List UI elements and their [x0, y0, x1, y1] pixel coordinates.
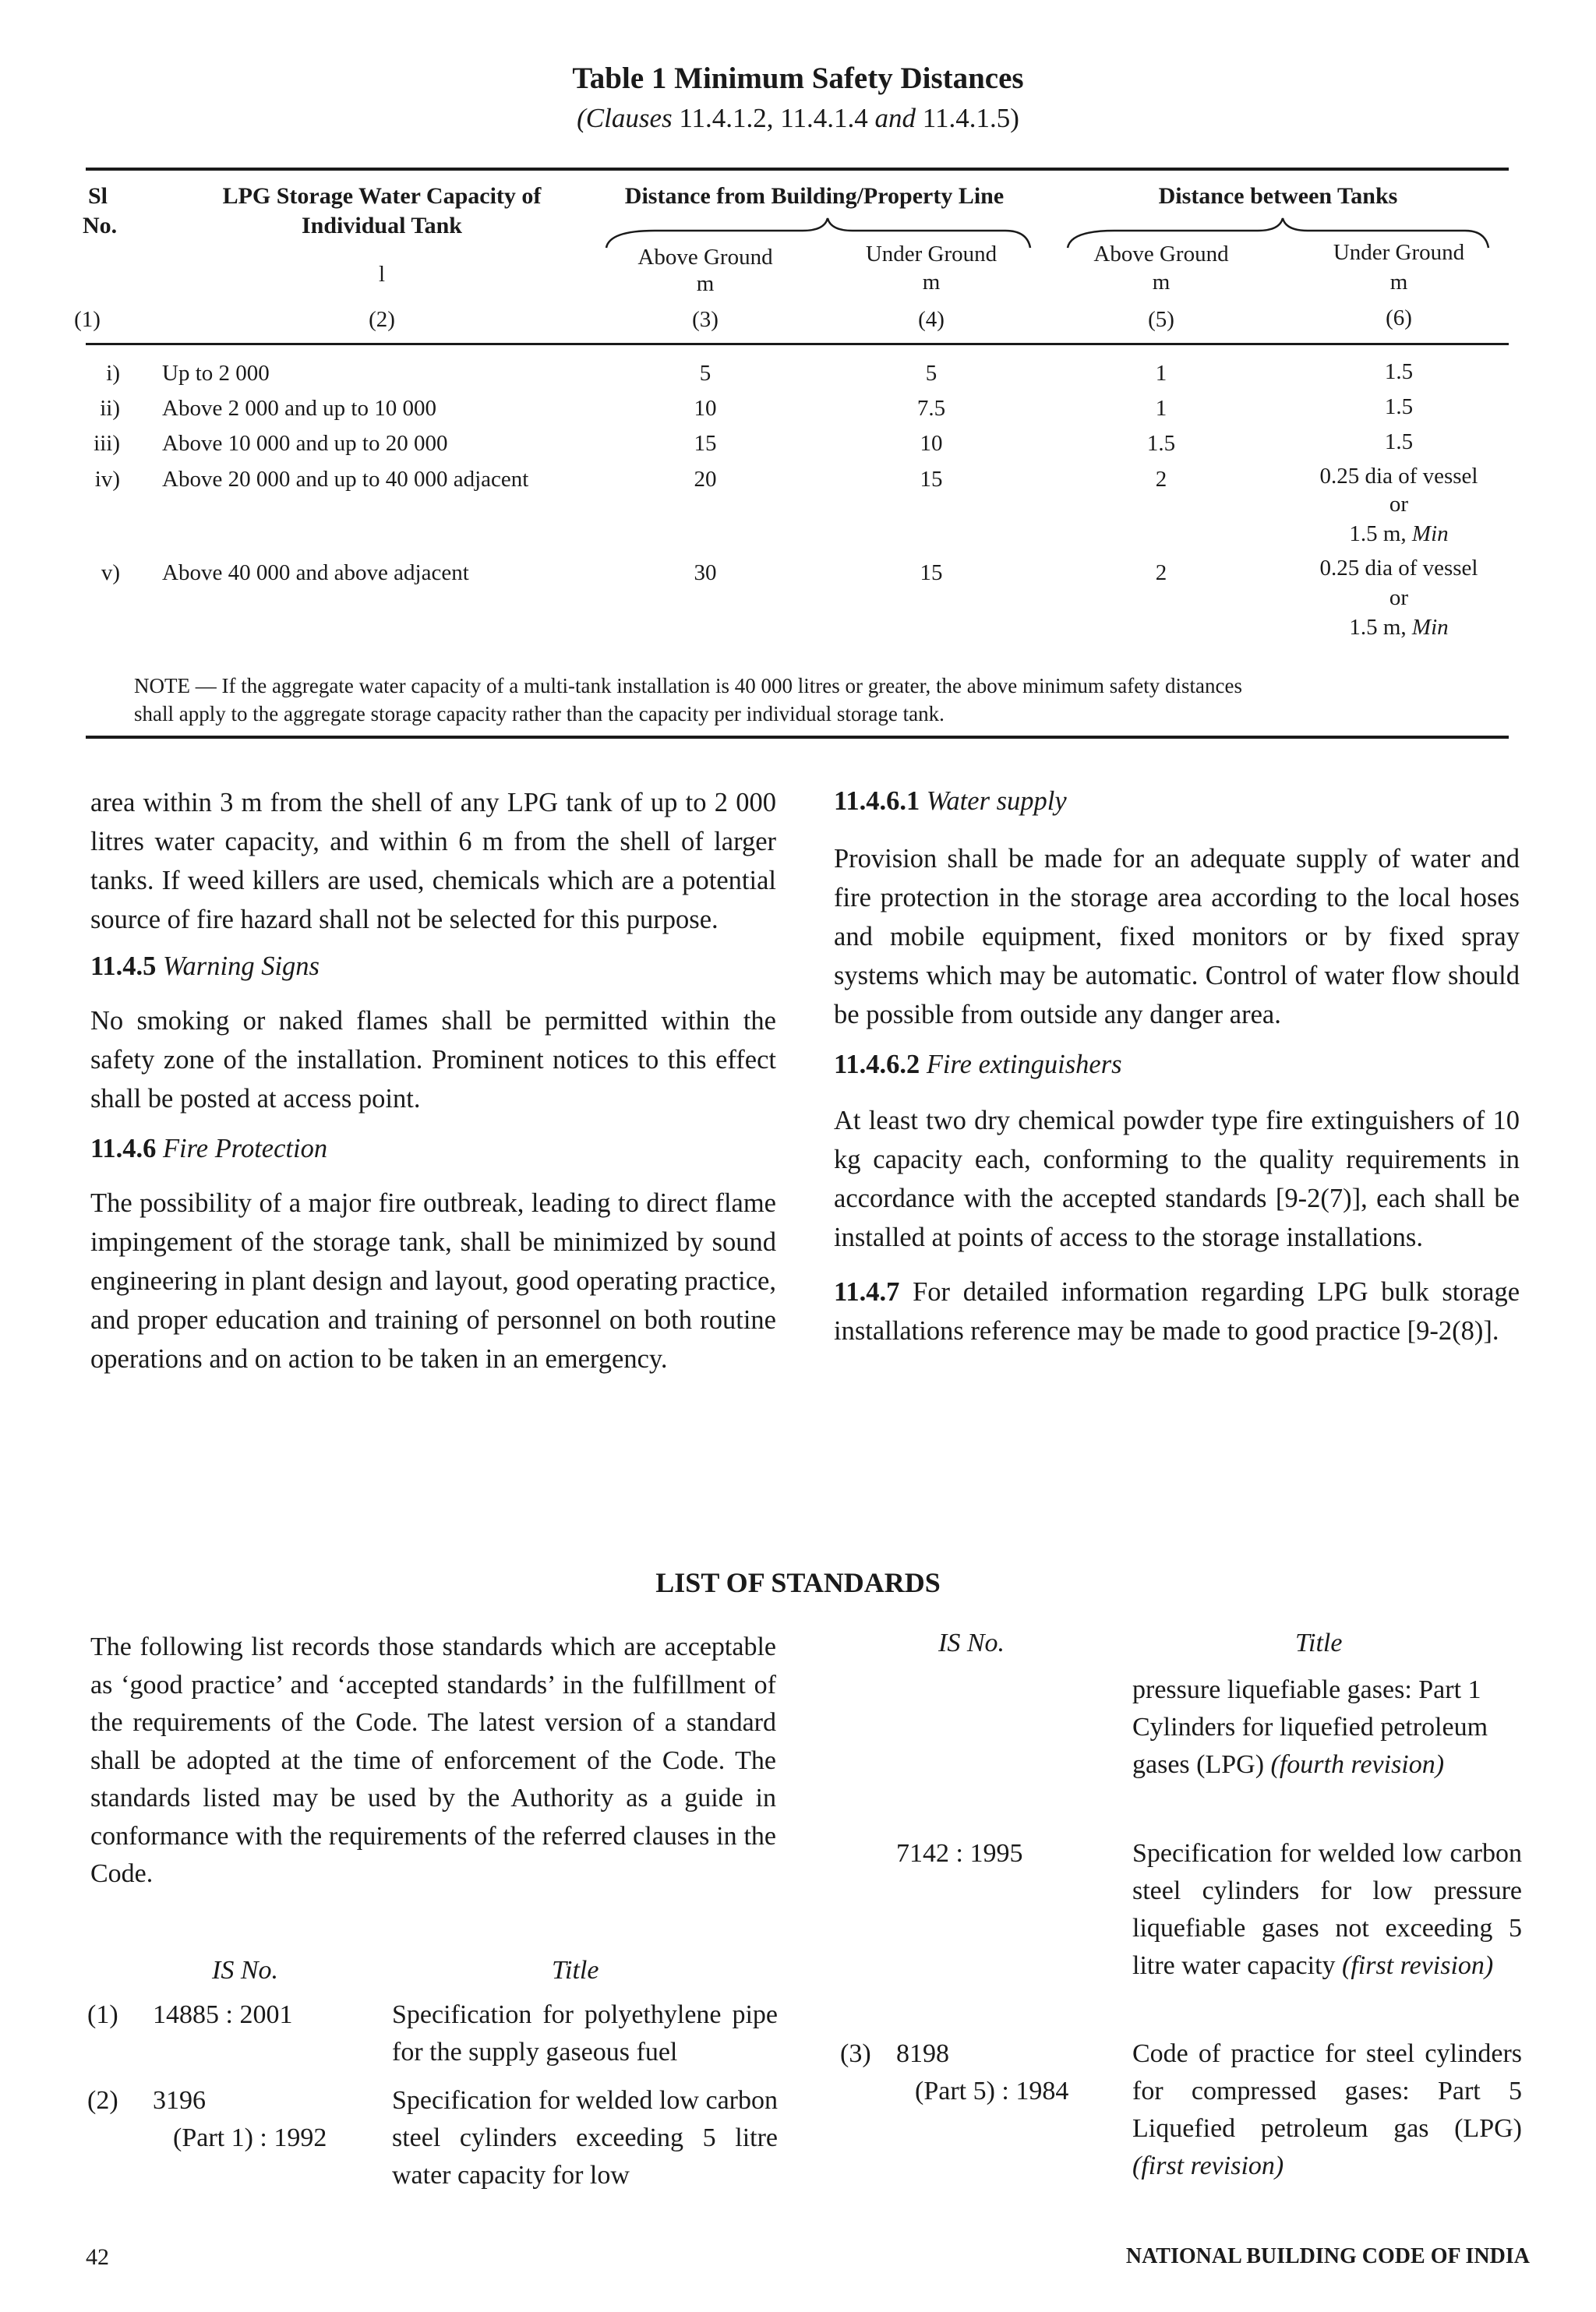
right-column	[834, 782, 1520, 1350]
colnum-5: (5)	[1148, 307, 1174, 332]
row-tnk-under-3	[1282, 612, 1516, 642]
std-3-title-text: Code of practice for steel cylinders for compressed gases: Part 5 Liquefied petroleum gas (LPG)	[1132, 2039, 1522, 2143]
row-sl: i)	[106, 361, 120, 386]
std-2-cont-text: pressure liquefiable gases: Part 1 Cylinders for liquefied petroleum gases (LPG)	[1132, 1675, 1488, 1779]
row-tnk-under-3	[1282, 519, 1516, 549]
paragraph-11-4-7	[834, 1272, 1520, 1350]
page-number: 42	[86, 2244, 109, 2270]
min-label: Min	[1411, 521, 1449, 546]
min-label: Min	[1411, 615, 1449, 640]
row-sl: iv)	[94, 467, 120, 492]
section-number: 11.4.6.1	[834, 786, 920, 816]
table-title: Table 1 Minimum Safety Distances	[572, 62, 1024, 95]
row-tnk-under: 1.5	[1384, 429, 1414, 454]
paragraph: The possibility of a major fire outbreak, leading to direct flame impingement of the storage tank, shall be minimized by sound engineering in plant design and layout, good operating practice, and proper education and training of personnel on both routine operations and on action to be taken in an emergency.	[90, 1188, 776, 1374]
header-capacity-unit: l	[378, 262, 386, 287]
header-no: No.	[83, 213, 118, 238]
header-capacity-2: Individual Tank	[301, 213, 462, 238]
row-bld-above: 15	[694, 431, 717, 456]
colnum-2: (2)	[369, 307, 395, 332]
std-2-title-cont	[1132, 1671, 1522, 1784]
table-header-rule	[86, 343, 1509, 345]
header-tnk-above-unit: m	[1152, 270, 1171, 295]
std-3-idx: (3)	[840, 2039, 871, 2068]
std-3-title	[1132, 2035, 1522, 2185]
std-2-revision: (fourth revision)	[1270, 1750, 1445, 1779]
row-capacity: Above 10 000 and up to 20 000	[162, 431, 448, 456]
col-head-title-right: Title	[1295, 1629, 1343, 1657]
header-braces	[0, 0, 1596, 265]
section-title: Warning Signs	[162, 951, 320, 981]
row-tnk-under-1: 0.25 dia of vessel	[1319, 464, 1478, 489]
paragraph-text: For detailed information regarding LPG bulk storage installations reference may be made to good practice [9-2(8)].	[834, 1277, 1520, 1346]
row-tnk-above: 1	[1155, 396, 1167, 421]
section-title: Fire Protection	[162, 1134, 328, 1163]
row-bld-under: 15	[920, 560, 943, 585]
std-2-idx: (2)	[87, 2086, 118, 2115]
section-number: 11.4.6	[90, 1134, 157, 1163]
row-capacity: Up to 2 000	[162, 361, 270, 386]
std-1-idx: (1)	[87, 2000, 118, 2029]
clauses-a: 11.4.1.2, 11.4.1.4	[679, 103, 868, 133]
min-value: 1.5 m,	[1349, 521, 1407, 546]
header-bld-under: Under Ground	[865, 242, 998, 266]
std-3-no-b: (Part 5) : 1984	[915, 2077, 1069, 2106]
section-heading-11-4-6	[90, 1129, 776, 1168]
row-bld-above: 30	[694, 560, 717, 585]
col-head-is-no: IS No.	[212, 1956, 278, 1985]
publication-title: NATIONAL BUILDING CODE OF INDIA	[1125, 2244, 1530, 2268]
std-2-no-a: 3196	[153, 2086, 206, 2115]
row-tnk-under: 1.5	[1384, 359, 1414, 384]
standards-heading: LIST OF STANDARDS	[655, 1567, 941, 1598]
section-title: Water supply	[926, 786, 1067, 816]
clauses-b: 11.4.1.5)	[922, 103, 1019, 133]
std-2b-title-text: Specification for welded low carbon steel cylinders for low pressure liquefiable gases not exceeding 5 litre water capacity	[1132, 1839, 1522, 1980]
section-heading-11-4-5	[90, 947, 776, 986]
table-note	[134, 672, 1490, 728]
note-line-1: NOTE — If the aggregate water capacity of a multi-tank installation is 40 000 litres or greater, the above minimum safety distances	[134, 674, 1242, 697]
note-line-2: shall apply to the aggregate storage capacity rather than the capacity per individual storage tank.	[134, 702, 945, 725]
row-capacity: Above 20 000 and up to 40 000 adjacent	[162, 467, 529, 492]
paragraph: At least two dry chemical powder type fire extinguishers of 10 kg capacity each, conforming to the quality requirements in accordance with the accepted standards [9-2(7)], each shall be installed at points of access to the storage installations.	[834, 1106, 1520, 1252]
section-number: 11.4.5	[90, 951, 157, 981]
row-capacity: Above 2 000 and up to 10 000	[162, 396, 436, 421]
header-bld-under-unit: m	[922, 270, 941, 295]
row-bld-above: 10	[694, 396, 717, 421]
std-3-revision: (first revision)	[1132, 2151, 1284, 2180]
left-column	[90, 783, 776, 1378]
header-bld-above: Above Ground	[637, 245, 773, 270]
std-2-title: Specification for welded low carbon steel cylinders exceeding 5 litre water capacity for low	[392, 2086, 778, 2190]
row-sl: v)	[101, 560, 120, 585]
colnum-1: (1)	[74, 307, 101, 332]
row-sl: iii)	[94, 431, 120, 456]
header-bld-above-unit: m	[696, 271, 715, 296]
header-sl: Sl	[88, 183, 108, 209]
paragraph: Provision shall be made for an adequate supply of water and fire protection in the storage area according to the local hoses and mobile equipment, fixed monitors or by fixed spray systems which may be automatic. Control of water flow should be possible from outside any danger area.	[834, 844, 1520, 1029]
row-tnk-under-2: or	[1389, 492, 1409, 517]
row-tnk-under-1: 0.25 dia of vessel	[1319, 556, 1478, 581]
header-tnk-above: Above Ground	[1093, 242, 1229, 266]
col-head-is-no-right: IS No.	[938, 1629, 1005, 1657]
section-heading-11-4-6-1	[834, 782, 1520, 821]
header-tanks-group: Distance between Tanks	[1158, 183, 1398, 209]
row-sl: ii)	[100, 396, 120, 421]
section-title: Fire extinguishers	[926, 1050, 1122, 1079]
section-heading-11-4-6-2	[834, 1045, 1520, 1084]
std-2b-revision: (first revision)	[1342, 1951, 1494, 1980]
header-capacity-1: LPG Storage Water Capacity of	[222, 183, 542, 209]
colnum-3: (3)	[692, 307, 719, 332]
row-bld-under: 15	[920, 467, 943, 492]
std-2-no-b: (Part 1) : 1992	[173, 2123, 327, 2152]
table-bottom-rule	[86, 736, 1509, 739]
std-3-no-a: 8198	[896, 2039, 949, 2068]
paragraph: area within 3 m from the shell of any LPG tank of up to 2 000 litres water capacity, and within 6 m from the shell of larger tanks. If weed killers are used, chemicals which are a potential source of fire hazard shall not be selected for this purpose.	[90, 788, 776, 934]
row-tnk-above: 1	[1155, 361, 1167, 386]
header-tnk-under: Under Ground	[1333, 240, 1465, 265]
row-tnk-under-2: or	[1389, 585, 1409, 610]
std-2b-title	[1132, 1835, 1522, 1985]
min-value: 1.5 m,	[1349, 615, 1407, 640]
row-tnk-above: 2	[1155, 467, 1167, 492]
header-building-group: Distance from Building/Property Line	[624, 183, 1005, 209]
standards-intro: The following list records those standards which are acceptable as ‘good practice’ and ‘accepted standards’ in the fulfillment of the requirements of the Code. The latest version of a standard shall be adopted at the time of enforcement of the Code. The standards listed may be used by the Authority as a guide in conformance with the requirements of the referred clauses in the Code.	[90, 1633, 776, 1888]
row-tnk-under: 1.5	[1384, 394, 1414, 419]
row-bld-above: 20	[694, 467, 717, 492]
col-head-title: Title	[552, 1956, 599, 1985]
clauses-prefix: (Clauses	[577, 103, 673, 133]
std-2b-no: 7142 : 1995	[896, 1839, 1023, 1868]
section-number: 11.4.6.2	[834, 1050, 920, 1079]
paragraph: No smoking or naked flames shall be permitted within the safety zone of the installation. Prominent notices to this effect shall be posted at access point.	[90, 1006, 776, 1114]
row-tnk-above: 2	[1155, 560, 1167, 585]
colnum-6: (6)	[1386, 305, 1412, 330]
row-bld-above: 5	[699, 361, 711, 386]
row-bld-under: 7.5	[916, 396, 946, 421]
colnum-4: (4)	[918, 307, 945, 332]
header-tnk-under-unit: m	[1389, 270, 1408, 295]
row-bld-under: 10	[920, 431, 943, 456]
row-tnk-above: 1.5	[1146, 431, 1176, 456]
row-bld-under: 5	[925, 361, 937, 386]
std-1-no: 14885 : 2001	[153, 2000, 293, 2029]
row-capacity: Above 40 000 and above adjacent	[162, 560, 469, 585]
clauses-and: and	[874, 103, 916, 133]
section-number: 11.4.7	[834, 1277, 900, 1307]
std-1-title: Specification for polyethylene pipe for the supply gaseous fuel	[392, 2000, 778, 2067]
